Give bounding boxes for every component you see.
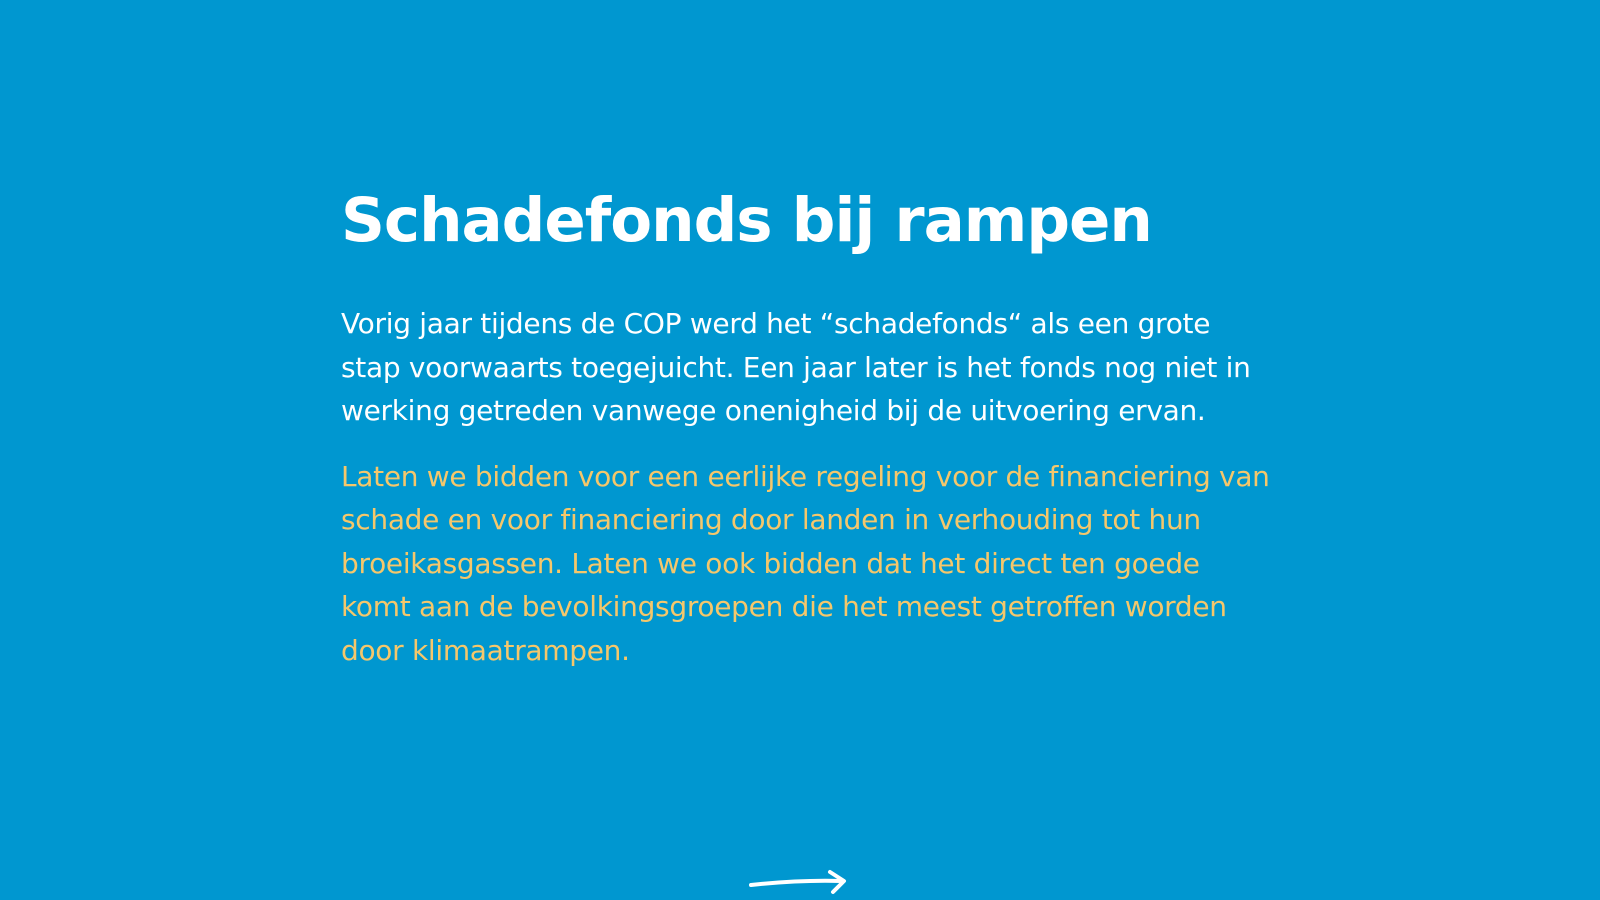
prayer-paragraph: Laten we bidden voor een eerlijke regeling voor de financiering van schade en voor financiering door landen in verhouding tot hun broeikasgassen. Laten we ook bidden dat het direct ten goede komt aan de bevolkingsgroepen die het meest getroffen worden door klimaatrampen. <box>341 459 1270 667</box>
slide-title: Schadefonds bij rampen <box>341 185 1152 256</box>
arrow-right-icon <box>749 868 851 900</box>
slide-content <box>341 180 1271 672</box>
intro-paragraph: Vorig jaar tijdens de COP werd het “schadefonds“ als een grote stap voorwaarts toegejuicht. Een jaar later is het fonds nog niet in werking getreden vanwege onenigheid bij de uitvoering ervan. <box>341 307 1251 427</box>
next-slide-button[interactable] <box>749 868 851 900</box>
